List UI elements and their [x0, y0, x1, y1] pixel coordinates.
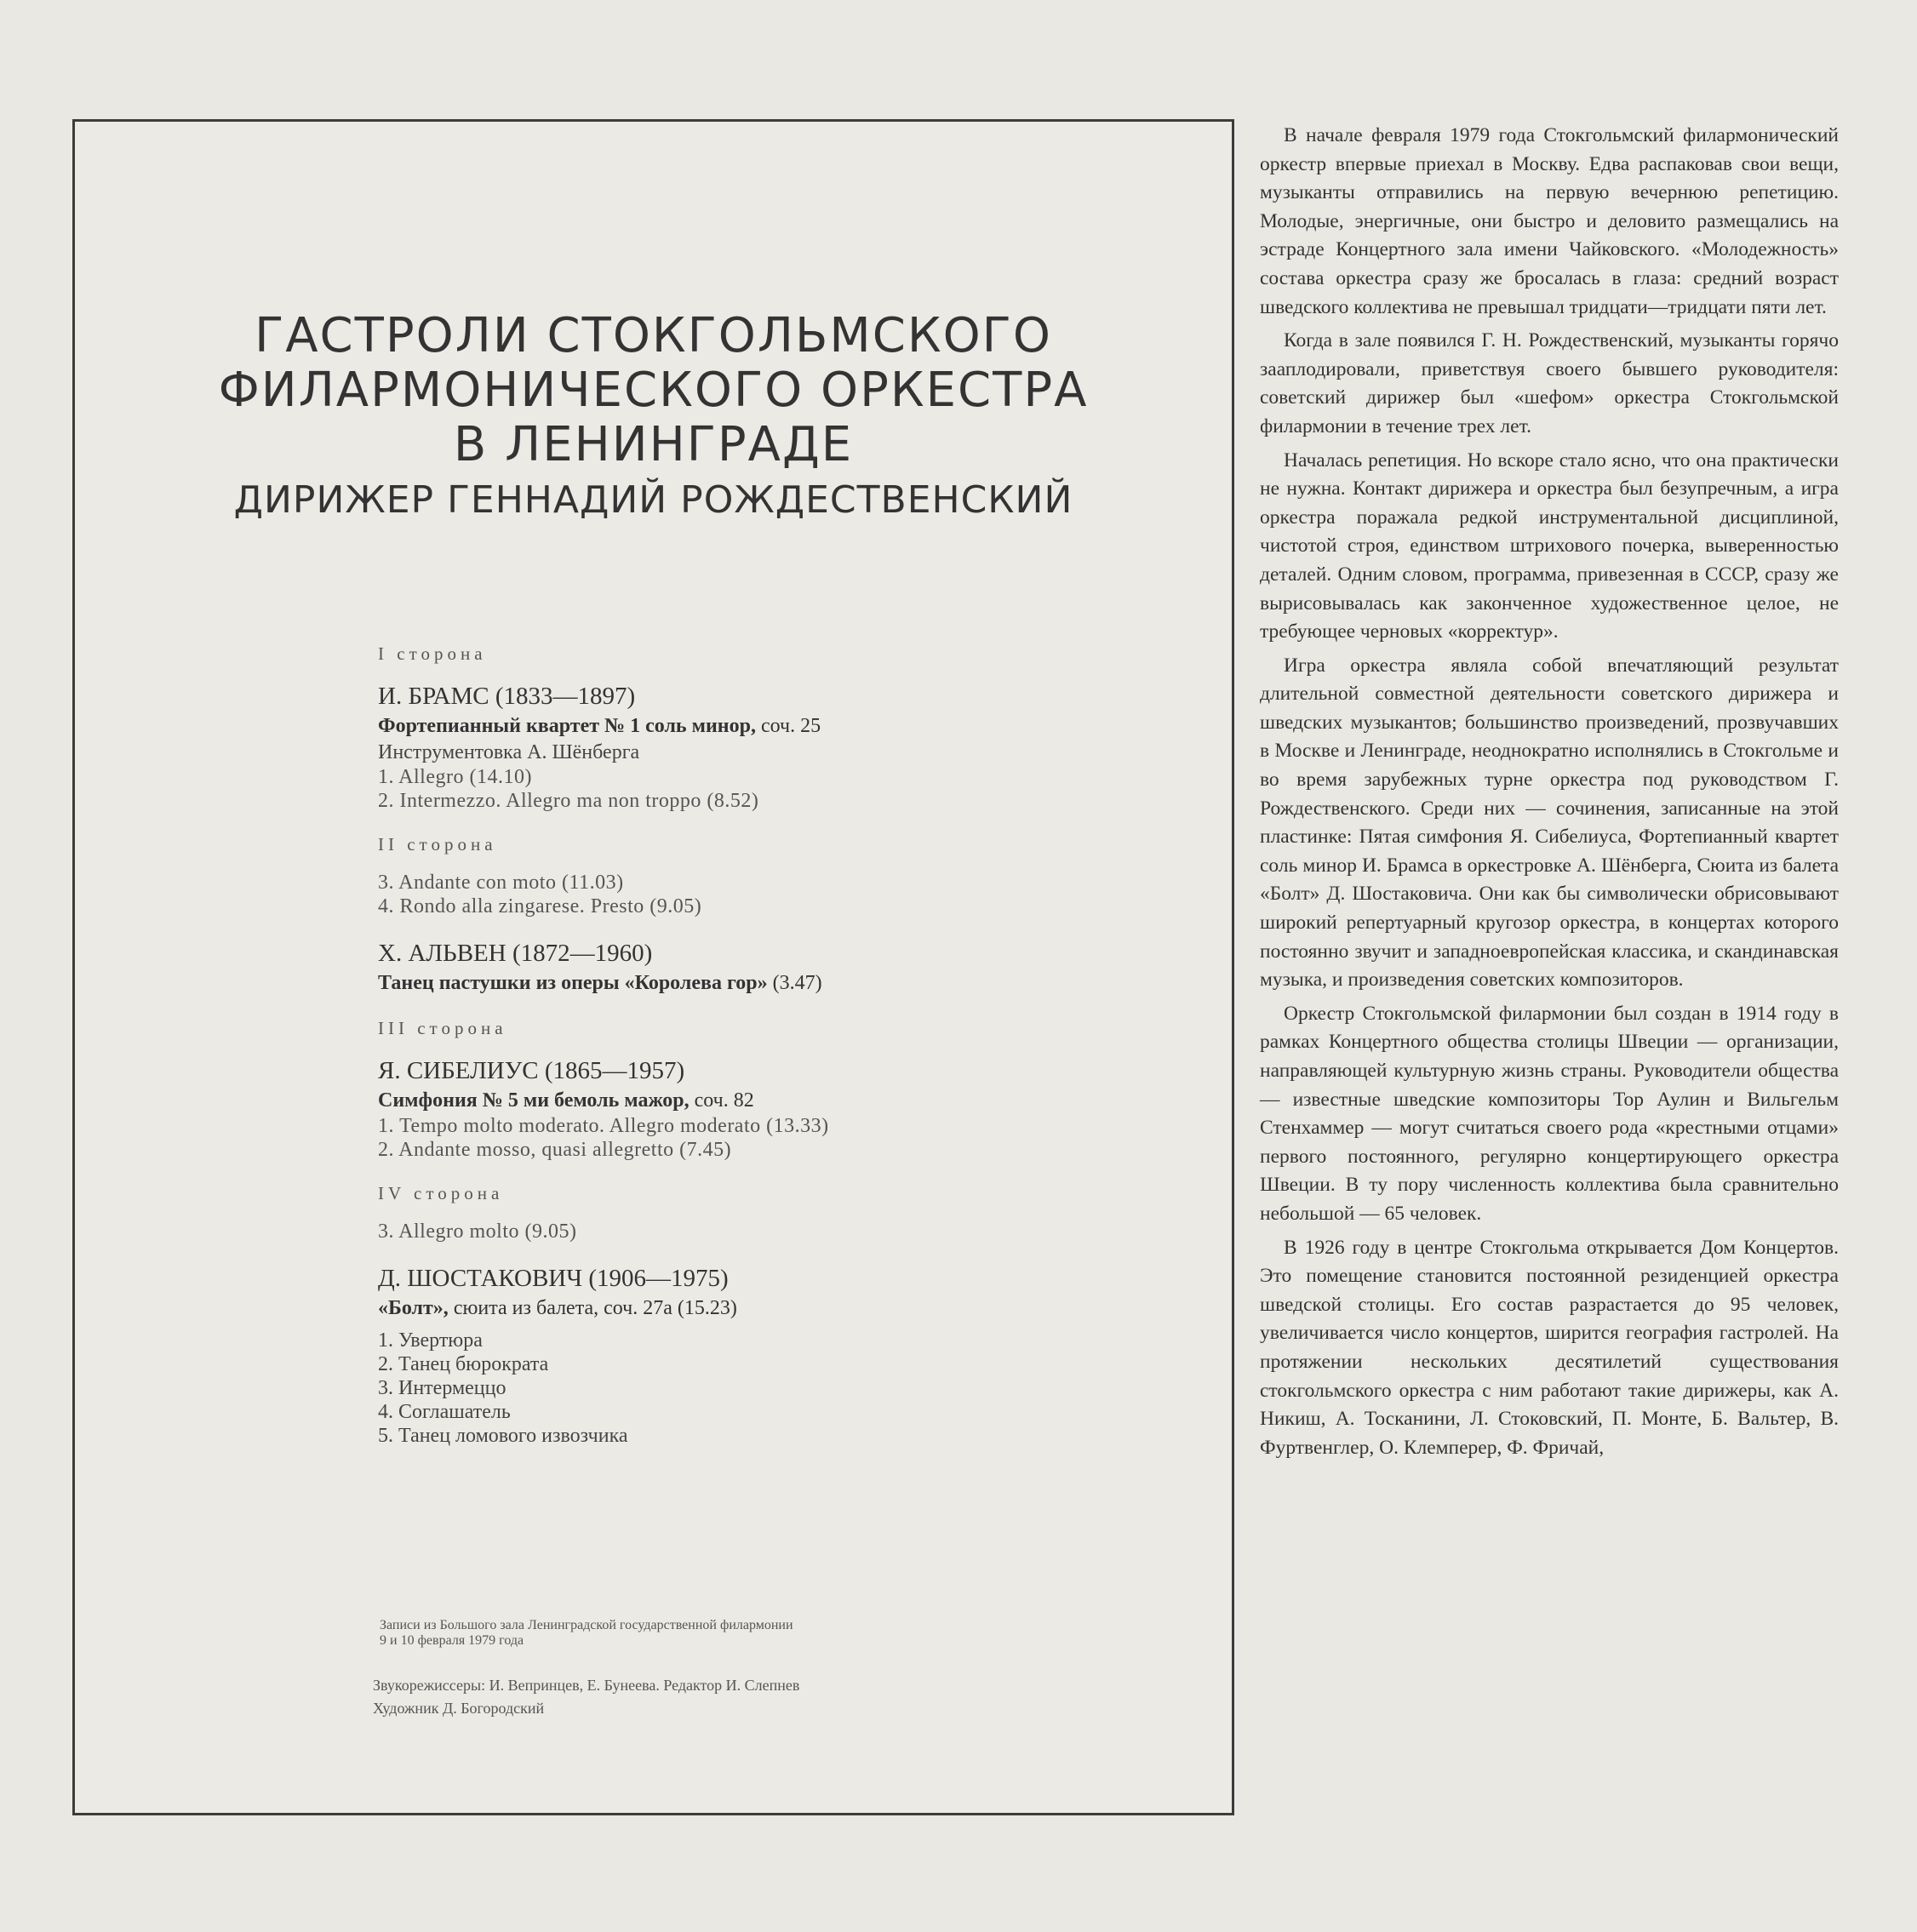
work-sibelius-opus: соч. 82	[689, 1089, 754, 1112]
work-sibelius-title: Симфония № 5 ми бемоль мажор,	[378, 1089, 690, 1112]
shostakovich-movement-2: 2. Танец бюрократа	[378, 1353, 549, 1375]
brahms-movement-2: 2. Intermezzo. Allegro ma non troppo (8.52)	[378, 790, 759, 812]
work-brahms-title: Фортепианный квартет № 1 соль минор,	[378, 715, 756, 737]
brahms-movement-1: 1. Allegro (14.10)	[378, 766, 532, 788]
article-paragraph-1: В начале февраля 1979 года Стокгольмский филармонический оркестр впервые приехал в Москву. Едва распаковав свои вещи, музыканты отправились на первую вечернюю репетицию. Молодые, энергичные, они быстро и деловито размещались на эстраде Концертного зала имени Чайковского. «Молодежность» состава оркестра сразу же бросалась в глаза: средний возраст шведского коллектива не превышал тридцати—тридцати пяти лет.	[1260, 124, 1839, 318]
composer-sibelius: Я. СИБЕЛИУС (1865—1957)	[378, 1057, 685, 1084]
article-column	[1260, 122, 1839, 1467]
article-paragraph-3: Началась репетиция. Но вскоре стало ясно, что она практически не нужна. Контакт дирижера и оркестра был безупречным, а игра оркестра поражала редкой инструментальной дисциплиной, чистотой строя, единством штрихового почерка, выверенностью деталей. Одним словом, программа, привезенная в СССР, сразу же вырисовывалась как законченное художественное целое, не требующее черновых «корректур».	[1260, 449, 1839, 643]
program-frame	[72, 119, 1234, 1815]
shostakovich-movement-5: 5. Танец ломового извозчика	[378, 1425, 628, 1447]
side-4-label: IV сторона	[378, 1183, 504, 1203]
title-line-1: ГАСТРОЛИ СТОКГОЛЬМСКОГО	[255, 308, 1052, 363]
shostakovich-movement-4: 4. Соглашатель	[378, 1401, 511, 1423]
recording-date: 9 и 10 февраля 1979 года	[380, 1633, 524, 1648]
track-listing	[378, 641, 1144, 1448]
work-brahms-opus: соч. 25	[755, 715, 821, 737]
side-3-label: III сторона	[378, 1018, 507, 1038]
artist-credit: Художник Д. Богородский	[373, 1700, 545, 1717]
composer-alfven: Х. АЛЬВЕН (1872—1960)	[378, 940, 653, 967]
side-1-label: I сторона	[378, 643, 487, 664]
sound-engineers: Звукорежиссеры: И. Вепринцев, Е. Бунеева. Редактор И. Слепнев	[373, 1677, 800, 1694]
article-paragraph-2: Когда в зале появился Г. Н. Рождественский, музыканты горячо зааплодировали, приветствуя своего бывшего руководителя: советский дирижер был «шефом» оркестра Стокгольмской филармонии в течение трех лет.	[1260, 329, 1839, 437]
title-line-3: В ЛЕНИНГРАДЕ	[453, 417, 854, 472]
brahms-arrangement: Инструментовка А. Шёнберга	[378, 741, 640, 763]
work-shostakovich	[378, 1295, 1144, 1322]
work-sibelius	[378, 1087, 1144, 1114]
brahms-movement-3: 3. Andante con moto (11.03)	[378, 872, 624, 894]
composer-shostakovich: Д. ШОСТАКОВИЧ (1906—1975)	[378, 1265, 729, 1292]
recording-location: Записи из Большого зала Ленинградской государственной филармонии	[380, 1618, 793, 1632]
side-2-label: II сторона	[378, 834, 497, 855]
work-alfven	[378, 969, 1144, 997]
work-alfven-title: Танец пастушки из оперы «Королева гор»	[378, 972, 768, 994]
title-block	[75, 309, 1232, 529]
brahms-movement-4: 4. Rondo alla zingarese. Presto (9.05)	[378, 895, 702, 917]
title-line-2: ФИЛАРМОНИЧЕСКОГО ОРКЕСТРА	[218, 363, 1089, 418]
article-paragraph-4: Игра оркестра являла собой впечатляющий результат длительной совместной деятельности советского дирижера и шведских музыкантов; большинство произведений, прозвучавших в Москве и Ленинграде, неоднократно исполнялись в Стокгольме и во время зарубежных турне оркестра под руководством Г. Рождественского. Среди них — сочинения, записанные на этой пластинке: Пятая симфония Я. Сибелиуса, Фортепианный квартет соль минор И. Брамса в оркестровке А. Шёнберга, Сюита из балета «Болт» Д. Шостаковича. Они как бы символически обрисовывают широкий репертуарный кругозор оркестра, в концертах которого постоянно звучит и западноевропейская классика, и скандинавская музыка, и произведения советских композиторов.	[1260, 654, 1839, 992]
article-paragraph-5: Оркестр Стокгольмской филармонии был создан в 1914 году в рамках Концертного общества столицы Швеции — организации, направляющей культурную жизнь страны. Руководители общества — известные шведские композиторы Тор Аулин и Вильгельм Стенхаммер — могут считаться своего рода «крестными отцами» первого постоянного, регулярно концертирующего оркестра Швеции. В ту пору численность коллектива была сравнительно небольшой — 65 человек.	[1260, 1002, 1839, 1225]
work-shostakovich-title: «Болт»,	[378, 1297, 449, 1319]
sibelius-movement-2: 2. Andante mosso, quasi allegretto (7.45)	[378, 1139, 732, 1161]
shostakovich-movement-1: 1. Увертюра	[378, 1329, 483, 1352]
shostakovich-movement-3: 3. Интермеццо	[378, 1377, 506, 1399]
work-alfven-duration: (3.47)	[767, 972, 822, 994]
sibelius-movement-3: 3. Allegro molto (9.05)	[378, 1220, 577, 1243]
work-shostakovich-info: сюита из балета, соч. 27а (15.23)	[448, 1297, 737, 1319]
composer-brahms: И. БРАМС (1833—1897)	[378, 683, 636, 710]
work-brahms	[378, 712, 1144, 740]
sibelius-movement-1: 1. Tempo molto moderato. Allegro moderato (13.33)	[378, 1115, 829, 1137]
conductor-line: ДИРИЖЕР ГЕННАДИЙ РОЖДЕСТВЕНСКИЙ	[233, 478, 1073, 522]
credits	[373, 1618, 1139, 1720]
article-paragraph-6: В 1926 году в центре Стокгольма открывается Дом Концертов. Это помещение становится постоянной резиденцией оркестра шведской столицы. Его состав разрастается до 95 человек, увеличивается число концертов, ширится география гастролей. На протяжении нескольких десятилетий существования стокгольмского оркестра с ним работают такие дирижеры, как А. Никиш, А. Тосканини, Л. Стоковский, П. Монте, Б. Вальтер, В. Фуртвенглер, О. Клемперер, Ф. Фричай,	[1260, 1236, 1839, 1459]
